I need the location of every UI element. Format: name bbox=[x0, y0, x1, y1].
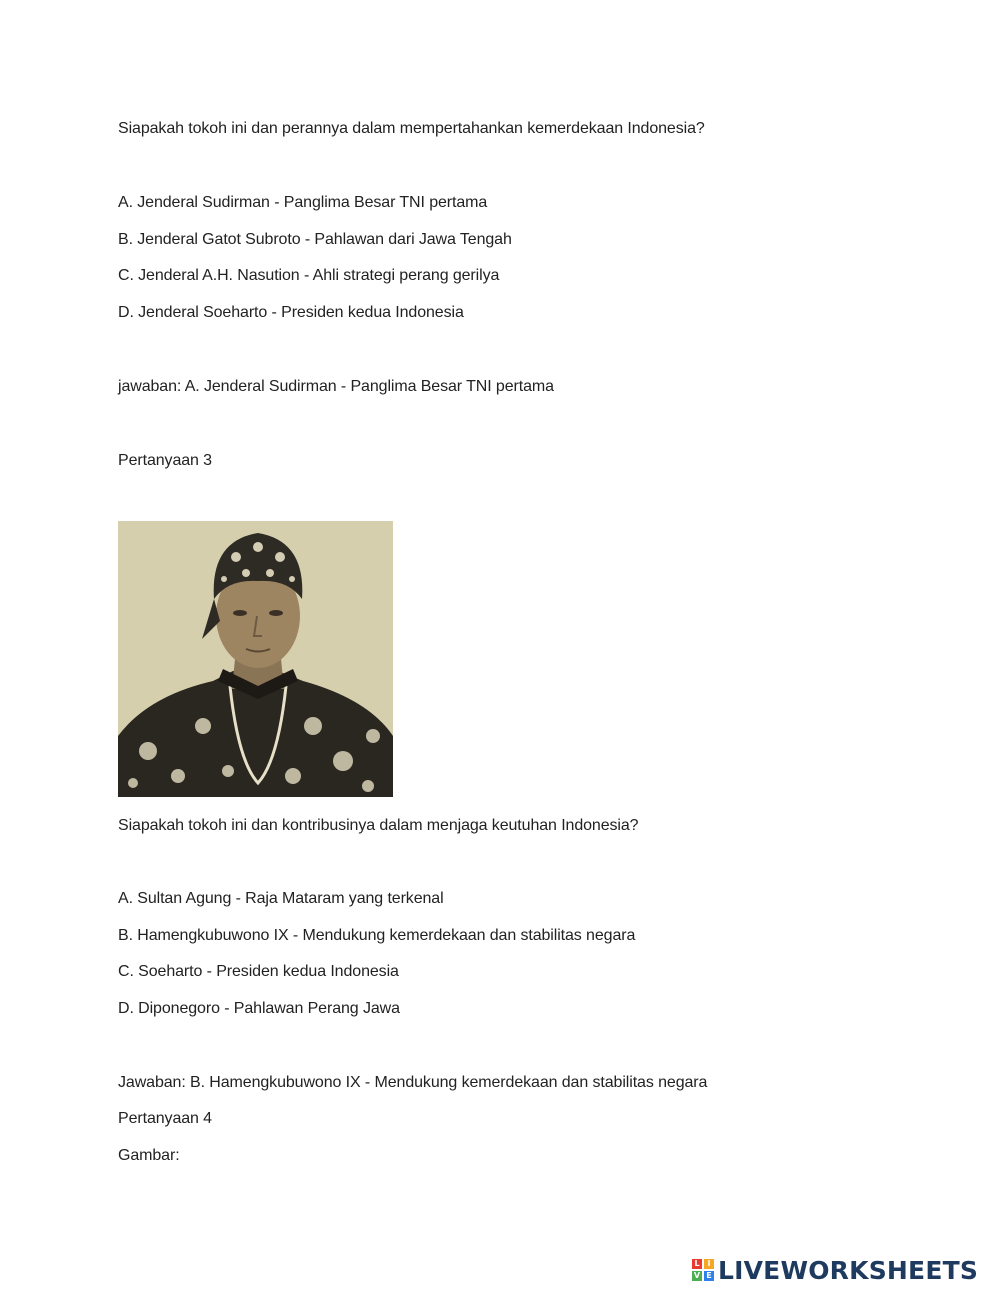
question-4-heading: Pertanyaan 4 bbox=[118, 1110, 212, 1127]
portrait-illustration bbox=[118, 521, 393, 797]
question-3-option-d: D. Diponegoro - Pahlawan Perang Jawa bbox=[118, 1000, 400, 1017]
logo-letter-i: I bbox=[704, 1259, 714, 1269]
question-2-option-a: A. Jenderal Sudirman - Panglima Besar TNI pertama bbox=[118, 194, 488, 211]
logo-letter-l: L bbox=[692, 1259, 702, 1269]
question-2-prompt: Siapakah tokoh ini dan perannya dalam mempertahankan kemerdekaan Indonesia? bbox=[118, 120, 705, 137]
question-3-option-a: A. Sultan Agung - Raja Mataram yang terkenal bbox=[118, 890, 444, 907]
logo-letter-e: E bbox=[704, 1271, 714, 1281]
logo-mark bbox=[692, 1259, 714, 1281]
liveworksheets-logo[interactable] bbox=[692, 1255, 978, 1285]
question-3-option-c: C. Soeharto - Presiden kedua Indonesia bbox=[118, 963, 399, 980]
question-3-heading: Pertanyaan 3 bbox=[118, 452, 212, 469]
question-2-answer: jawaban: A. Jenderal Sudirman - Panglima Besar TNI pertama bbox=[118, 378, 554, 395]
question-2-option-b: B. Jenderal Gatot Subroto - Pahlawan dari Jawa Tengah bbox=[118, 231, 512, 248]
logo-wordmark: LIVEWORKSHEETS bbox=[718, 1255, 979, 1285]
question-3-prompt: Siapakah tokoh ini dan kontribusinya dalam menjaga keutuhan Indonesia? bbox=[118, 817, 639, 834]
question-4-image-label: Gambar: bbox=[118, 1147, 180, 1164]
question-3-answer: Jawaban: B. Hamengkubuwono IX - Mendukung kemerdekaan dan stabilitas negara bbox=[118, 1074, 708, 1091]
logo-letter-v: V bbox=[693, 1271, 701, 1280]
question-3-option-b: B. Hamengkubuwono IX - Mendukung kemerdekaan dan stabilitas negara bbox=[118, 927, 636, 944]
portrait-photo bbox=[118, 521, 393, 797]
question-2-option-d: D. Jenderal Soeharto - Presiden kedua Indonesia bbox=[118, 304, 464, 321]
question-2-option-c: C. Jenderal A.H. Nasution - Ahli strategi perang gerilya bbox=[118, 267, 500, 284]
